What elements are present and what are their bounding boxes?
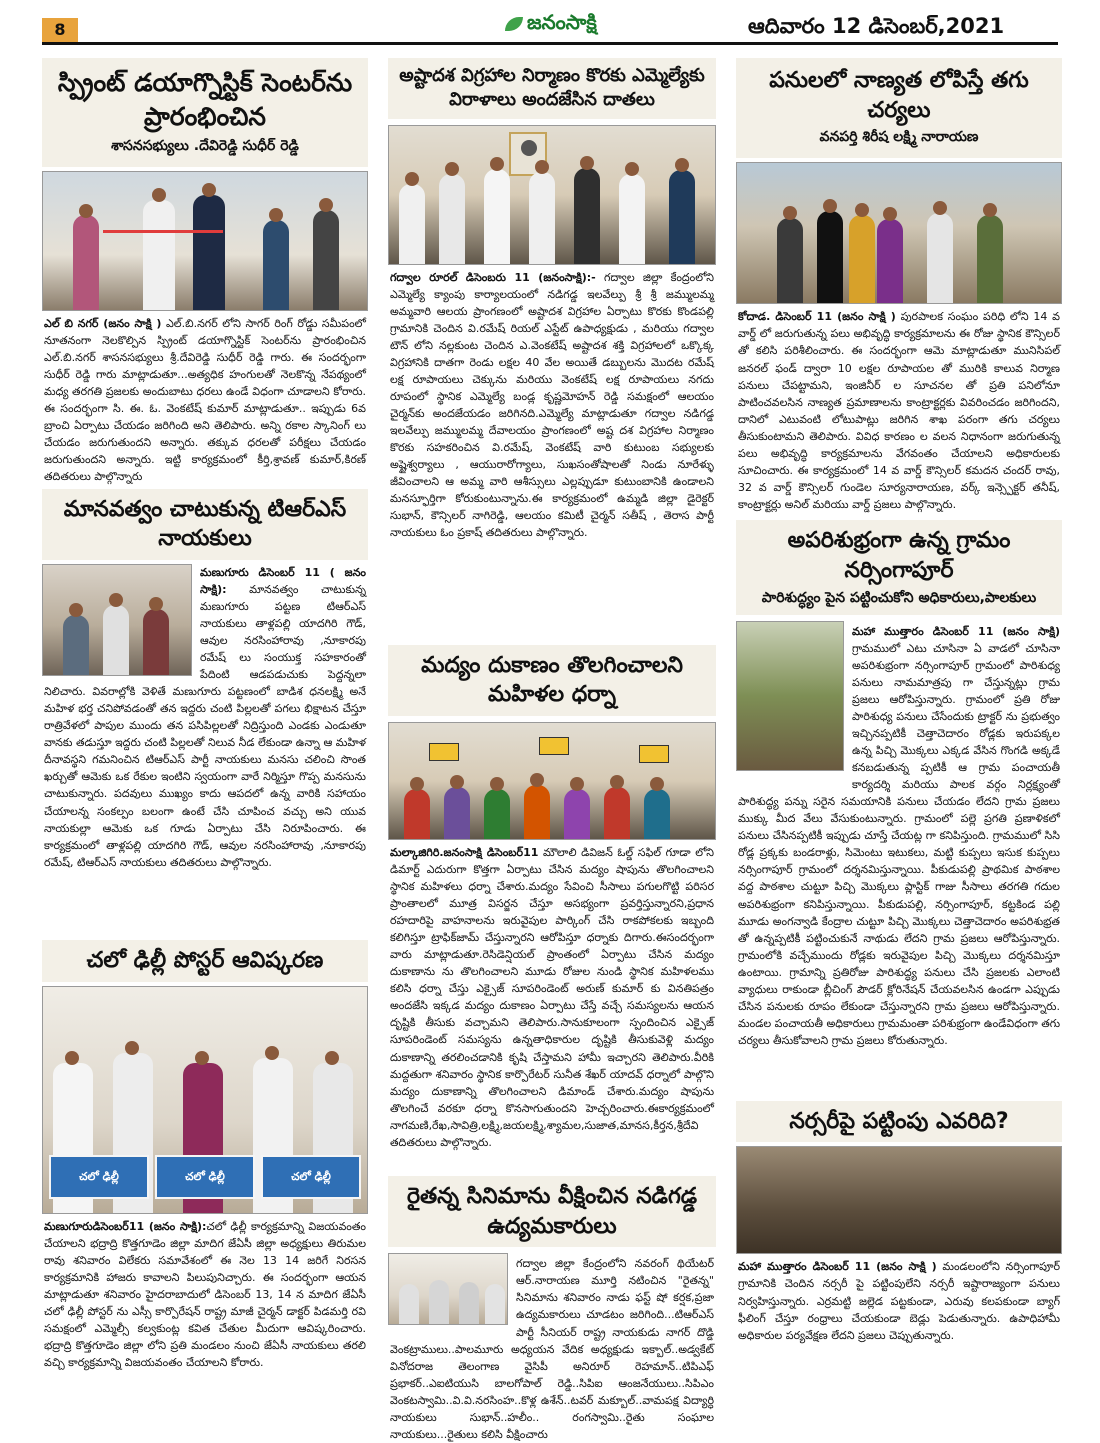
humanity-article <box>42 560 368 936</box>
chalo-delhi-headline: చలో ఢిల్లీ పోస్టర్ ఆవిష్కరణ <box>86 947 324 973</box>
narsingapur-article <box>736 619 1062 1097</box>
chalo-delhi-dateline: మణుగూరుడిసెంబర్11 (జనం సాక్షి): <box>44 1219 207 1233</box>
idols-dateline: గద్వాల రూరల్ డిసెంబరు 11 (జనంసాక్షి):- <box>390 270 596 284</box>
diagnostic-header <box>42 58 368 167</box>
diagnostic-photo <box>42 171 368 311</box>
chalo-delhi-photo <box>42 986 368 1214</box>
humanity-body: మానవత్వం చాటుకున్న మణుగూరు పట్టణ టిఆర్ఎస్ నాయకులు తాళ్లపల్లి యాదగిరి గౌడ్, ఆవుల నరసింహారావు ,నూకారపు రమేష్ లు సంయుక్త సహకారంతో పేదింటి ఆడపడుచుకు పెద్దన్నలా నిలిచారు. వివరాల్లోకి వెళితే మణుగూరు పట్టణంలో బాడిశ ధనలక్ష్మి అనే మహిళ భర్త చనిపోవడంతో తన ఇద్దరు చంటి పిల్లలతో పగలు భిక్షాటన చేస్తూ రాత్రివేళలో పాపుల ముందు తన పసిపిల్లలతో నిద్రిస్తుంది ఎండకు ఎండుతూ వానకు తడుస్తూ ఇద్దరు చంటి పిల్లలతో నిలువ నీడ లేకుండా ఉన్నా ఆ మహిళ దీనావస్థని గమనించిన టిఆర్ఎస్ పార్టీ నాయకులు మనసు చలించి సొంత ఖర్చుతో ఆమెకు ఒక రేకుల ఇంటిని స్వయంగా వారే నిర్మిస్తూ గొప్ప మనసును చాటుకున్నారు. పదవులు ముఖ్యం కాదు ఆపదలో ఉన్న వారికి సహాయం చేయాలన్న సంకల్పం బలంగా ఉంటే చేసి చూపించ వచ్చు అని యువ నాయకుల్లా ఆమెకు ఒక గూడు ఏర్పాటు చేసి నిరూపించారు. ఈ కార్యక్రమంలో తాళ్లపల్లి యాదగిరి గౌడ్, ఆవుల నరసింహారావు ,నూకారపు రమేష్, టిఆర్ఎస్ నాయకులు తదితరులు పాల్గొన్నారు. <box>44 582 366 869</box>
diagnostic-dateline: ఎల్ బి నగర్ (జనం సాక్షి ) <box>44 316 162 330</box>
issue-date: ఆదివారం 12 డిసెంబర్,2021 <box>748 14 1005 38</box>
narsingapur-header <box>736 520 1062 614</box>
liquor-dateline: మల్కాజిగిరి.జనంసాక్షి డిసెంబర్11 <box>390 845 539 859</box>
idols-photo <box>388 125 716 265</box>
chalo-delhi-article <box>42 1214 368 1390</box>
page-number: 8 <box>42 18 78 42</box>
quality-headline: పనులలో నాణ్యత లోపిస్తే తగు చర్యలు <box>769 68 1029 123</box>
column-middle <box>388 58 716 1441</box>
raithanna-headline: రైతన్న సినిమాను వీక్షించిన నడిగడ్డ ఉద్యమకారులు <box>406 1183 698 1239</box>
quality-header <box>736 58 1062 158</box>
quality-photo <box>736 162 1062 304</box>
brand-logo <box>505 10 597 39</box>
liquor-article <box>388 840 716 1170</box>
poster-banner: చలో ఢిల్లీ <box>49 1155 149 1199</box>
raithanna-article <box>388 1251 716 1441</box>
idols-header <box>388 58 716 119</box>
humanity-dateline: మణుగూరు డిసెంబర్ 11 ( జనం సాక్షి): <box>200 565 366 596</box>
idols-article <box>388 265 716 639</box>
nursery-headline: నర్సరీపై పట్టింపు ఎవరిది? <box>789 1108 1009 1134</box>
column-right <box>736 58 1062 1388</box>
liquor-body: మౌలాలి డివిజన్ ఓల్డ్ సఫిల్ గూడా లోని డిమార్ట్ ఎదురుగా కొత్తగా ఏర్పాటు చేసిన మద్యం షాపును తొలగించాలని స్థానిక మహిళలు ధర్నా చేశారు.మద్యం సేవించి సీసాలు పగులగొట్టి పరిసర ప్రాంతాలలో మూత్ర విసర్జన చేస్తూ అసభ్యంగా ప్రవర్తిస్తున్నారని,ప్రధాన రహదారిపై వాహనాలను ఇరువైపుల పార్కింగ్ చేసి రాకపోకలకు ఇబ్బంది కలిగిస్తూ ట్రాఫిక్‌జామ్ చేస్తున్నారని ఆరోపిస్తూ ధర్నాకు దిగారు.ఈసందర్భంగా వారు మాట్లాడుతూ.రెసిడెన్షియల్ ప్రాంతంలో ఏర్పాటు చేసిన మద్యం దుకాణాను ను తొలగించాలని మూడు రోజుల నుండి స్థానిక మహిళలము కలిసి ధర్నా చేస్తు ఎక్సైజ్ సూపరిండెంట్ అరుణ్ కుమార్ కు వినతిపత్రం అందజేసి ఇక్కడ మద్యం దుకాణం ఏర్పాటు చేస్తే వచ్చే సమస్యలను ఆయన దృష్టికి తీసుకు వచ్చామని తెలిపారు.సానుకూలంగా స్పందించిన ఎక్సైజ్ సూపరిండెంట్ సమస్యను ఉన్నతాధికారుల దృష్టికి తీసుకువెళ్లి మద్యం దుకాణాన్ని తరలించడానికి కృషి చేస్తామని హామీ ఇచ్చారని తెలిపారు.వీరికి మద్దతుగా శనివారం స్థానిక కార్పొరేటర్ సునీత శేఖర్ యాదవ్ ధర్నాలో పాల్గొని మద్యం దుకాణాన్ని తొలగించాలని డిమాండ్ చేశారు.మద్యం షాపును తొలగించే వరకూ ధర్నా కొనసాగుతుందని హెచ్చరించారు.ఈకార్యక్రమంలో నాగమణి,రేఖ,సావిత్రి,లక్ష్మి,జయలక్ష్మి,శ్యామల,సుజాత,మానస,కీర్తన,శ్రీదేవి తదితరులు పాల్గొన్నారు. <box>390 845 714 1149</box>
nursery-dateline: మహా ముత్తారం డిసెంబర్ 11 (జనం సాక్షి ) <box>738 1260 937 1274</box>
liquor-photo <box>388 722 716 840</box>
narsingapur-body: గ్రామములో ఎటు చూసినా ఏ వాడలో చూసినా అపరిశుభ్రంగా నర్సింగాపూర్ గ్రామంలో పారిశుధ్య పనులు నామమాత్రపు గా చేస్తున్నట్లు గ్రామ ప్రజలు ఆరోపిస్తున్నారు. గ్రామంలో ప్రతి రోజు పారిశుధ్య పనులు చేసేందుకు ట్రాక్టర్ ను ప్రభుత్వం ఇచ్చినప్పటికీ చెత్తాచెదారం రోడ్లకు ఇరుపక్కల ఉన్న పిచ్చి మొక్కలు ఎక్కడ వేసిన గొంగడి అక్కడే కనబడుతున్న ప్పటికీ ఆ గ్రామ పంచాయతీ కార్యదర్శి మరియు పాలక వర్గం నిర్లక్ష్యంతో పారిశుద్ధ్య పన్ను సరైన సమయానికి పనులు చేయడం లేదని గ్రామ ప్రజలు ముక్కు మీద వేలు వేసుకుంటున్నారు. గ్రామంలో పల్లె ప్రగతి ప్రణాళికలో పనులు చేసినప్పటికీ ఇప్పుడు చూస్తే చేయట్ల గా కనిపిస్తుంది. గ్రామములో సిసి రోడ్ల ప్రక్కకు బండరాళ్లు, సిమెంటు ఇటుకలు, మట్టి కుప్పలు ఇసుక కుప్పలు నర్సింగాపూర్ గ్రామంలో దర్శనమిస్తున్నాయి. పీకుడుపల్లి ప్రాథమిక పాఠశాల వద్ద పాఠశాల చుట్టూ పిచ్చి మొక్కలు ప్లాస్టిక్ గాజు సీసాలు తరగతి గదుల అపరిశుభ్రంగా కనిపిస్తున్నాయి. పీకుడుపల్లి, నర్సింగాపూర్, కట్టకిండ పల్లి మూడు అంగన్వాడి కేంద్రాల చుట్టూ పిచ్చి మొక్కలు చెత్తాచెదారం అపరిశుభ్రత తో ఉన్నప్పటికీ పట్టించుకునే నాథుడు లేదని గ్రామ ప్రజలు ఆరోపిస్తున్నారు. గ్రామంలోకి వచ్చేముందు రోడ్లకు ఇరువైపుల పిచ్చి మొక్కలు దర్శనమిస్తూ ఉంటాయి. గ్రామాన్ని ప్రతిరోజు పారిశుద్ధ్య పనులు చేసి ప్రజలకు ఎలాంటి వ్యాధులు రాకుండా బ్లీచింగ్ పౌడర్ క్లోరినేషన్ చేయవలసిన ఉండగా ఎప్పుడు చేసిన పనులకు రూపం లేకుండా చేస్తున్నారని గ్రామ ప్రజలు ఆరోపిస్తున్నారు. మండల పంచాయతీ అధికారులు గ్రామమంతా పరిశుభ్రంగా ఉండేవిధంగా తగు చర్యలు తీసుకోవాలని గ్రామ ప్రజలు కోరుతున్నారు. <box>738 641 1060 1047</box>
raithanna-header <box>388 1176 716 1247</box>
poster-banner: చలో ఢిల్లీ <box>155 1155 255 1199</box>
nursery-article <box>736 1254 1062 1354</box>
diagnostic-article <box>42 311 368 483</box>
masthead <box>0 0 1100 46</box>
nursery-photo <box>736 1146 1062 1254</box>
narsingapur-dateline: మహా ముత్తారం డిసెంబర్ 11 (జనం సాక్షి) <box>852 624 1060 638</box>
narsingapur-headline: అపరిశుభ్రంగా ఉన్న గ్రామం నర్సింగాపూర్ <box>787 528 1011 584</box>
humanity-headline: మానవత్వం చాటుకున్న టిఆర్ఎస్ నాయకులు <box>63 496 347 552</box>
raithanna-body: గద్వాల జిల్లా కేంద్రంలోని నవరంగ్ థియేటర్ ఆర్.నారాయణ మూర్తి నటించిన "రైతన్న" సినిమాను శనివారం నాడు ఫస్ట్ షో కర్షక,ప్రజా ఉద్యమకారులు చూడటం జరిగింది...టిఆర్ఎస్ పార్టీ సీనియర్ రాష్ట్ర నాయకుడు నాగర్ దొడ్డి వెంకట్రాములు..పాలమూరు అధ్యయన వేదిక అధ్యక్షుడు ఇక్బాల్..అడ్వకేట్ వినోదరాజ తెలంగాణ వైసిపీ అనిరూర్ రెహమాన్..టిపిఎఫ్ ప్రభాకర్..ఎఐటియుసి బాలగోపాల్ రెడ్డి..సిపిఐ ఆంజనేయులు..సిపిఎం వెంకటస్వామి..వి.వి.నరసింహ..కొళ్ల ఉశేన్..టవర్ మక్బూల్..వామపక్ష విద్యార్ధి నాయకులు సుభాన్..హలీం.. రంగస్వామి..రైతు సంఘాల నాయకులు...రైతులు కలిసి వీక్షించారు <box>390 1257 714 1441</box>
masthead-rule <box>42 42 1058 45</box>
diagnostic-body: ఎల్.బి.నగర్ లోని సాగర్ రింగ్ రోడ్డు సమీపంలో నూతనంగా నెలకొల్పిన స్ప్రింట్ డయాగ్నొస్టిక్ సెంటర్‌ను ప్రారంభించిన ఎల్.బి.నగర్ శాసనసభ్యులు శ్రీ.దేవిరెడ్డి సుధీర్ రెడ్డి గారు. ఈ సందర్భంగా సుధీర్ రెడ్డి గారు మాట్లాడుతూ...అత్యధిక హంగులతో నెలకొన్న నేపథ్యంలో మధ్య తరగతి ప్రజలకు అందుబాటు ధరలు ఉండే విధంగా చూడాలని కోరారు. ఈ సందర్భంగా సి. ఈ. ఓ. వెంకటేష్ కుమార్ మాట్లాడుతూ.. ఇప్పుడు 6వ బ్రాంచి ఏర్పాటు చేయడం జరిగింది అని తెలిపారు. అన్ని రకాల స్కానింగ్ లు చేయడం జరుగుతుందని అన్నారు. తక్కువ ధరలతో పరీక్షలు చేయడం జరుగుతుందని అన్నారు. ఇట్టి కార్యక్రమంలో కీర్తి,శ్రావణ్ కుమార్,కిరణ్ తదితరులు పాల్గొన్నారు <box>44 316 366 483</box>
liquor-header <box>388 645 716 716</box>
chalo-delhi-body: చలో ఢిల్లీ కార్యక్రమాన్ని విజయవంతం చేయాలని భద్రాద్రి కొత్తగూడెం జిల్లా మాదిగ జేఏసీ జిల్లా అధ్యక్షులు తిరుమల రావు శనివారం విలేకరు సమావేశంలో ఈ నెల 13 14 జరిగే నిరసన కార్యక్రమానికి హాజరు కావాలని పిలుపునిచ్చారు. ఈ సందర్భంగా ఆయన మాట్లాడుతూ శనివారం హైదరాబాదులో డిసెంబర్ 13, 14 న మాదిగ జేఏసీ చలో ఢిల్లీ పోస్టర్ ను ఎస్సీ కార్పొరేషన్ రాష్ట్ర మాజీ చైర్మన్ డాక్టర్ పిడమర్తి రవి సమక్షంలో ఎమ్మెల్సీ కల్వకుంట్ల కవిత చేతుల మీదుగా ఆవిష్కరించారు. భద్రాద్రి కొత్తగూడెం జిల్లా లోని ప్రతి మండలం నుంచి జేఏసీ నాయకులు తరలి వచ్చి కార్యక్రమాన్ని విజయవంతం చేయాలని కోరారు. <box>44 1219 366 1369</box>
diagnostic-headline: స్ప్రింట్ డయాగ్నొస్టిక్ సెంటర్‌ను ప్రారంభించిన <box>57 68 353 131</box>
nursery-body: మండలంలోని నర్సింగాపూర్ గ్రామానికి చెందిన నర్సరీ పై పట్టింపులేని నర్సరీ ఇష్టారాజ్యంగా పనులు నిర్వహిస్తున్నారు. ఎర్రమట్టి జల్లెడ పట్టకుండా, ఎరువు కలపకుండా బ్యాగ్ ఫీలింగ్ చేస్తూ రంధ్రాలు చేయకుండా బెడ్లు పెడుతున్నారు. ఉపాధిహామీ అధికారుల పర్యవేక్షణ లేదని ప్రజలు చెప్పుతున్నారు. <box>738 1260 1061 1342</box>
column-left <box>42 58 368 1388</box>
brand-name: జనంసాక్షి <box>527 10 597 34</box>
diagnostic-subhead: శాసనసభ్యులు .దేవిరెడ్డి సుధీర్ రెడ్డి <box>111 137 299 154</box>
quality-subhead: వనపర్తి శిరీష లక్ష్మి నారాయణ <box>819 129 979 146</box>
sprout-icon <box>505 17 523 31</box>
quality-body: పురపాలక సంఘం పరిధి లోని 14 వ వార్డ్ లో జరుగుతున్న పలు అభివృద్ధి కార్యక్రమాలను ఈ రోజు స్థానిక కౌన్సిలర్ తో కలిసి పరిశీలించారు. ఈ సందర్భంగా ఆమె మాట్లాడుతూ మునిసిపల్ జనరల్ ఫండ్ ద్వారా 10 లక్షల రూపాయల తో మురికి కాలువ నిర్మాణ పనులు చేపట్టామని, ఇంజినీర్ ల సూచనల తో ప్రతి పనిలోనూ పాటించవలసిన నాణ్యత ప్రమాణాలను కాంట్రాక్టర్లకు వివరించడం జరిగిందని, దానిలో ఎటువంటి లోటుపాట్లు జరిగిన శాఖ పరంగా తగు చర్యలు తీసుకుంటామని తెలిపారు. వివిధ కారణం ల వలన నిధానంగా జరుగుతున్న పలు అభివృద్ధి కార్యక్రమాలను వేగవంతం చేయాలని అధికారులకు సూచించారు. ఈ కార్యక్రమంలో 14 వ వార్డ్ కౌన్సిలర్ కమదన చందర్ రావు, 32 వ వార్డ్ కౌన్సిలర్ గుండెల సూర్యనారాయణ, వర్క్ ఇన్స్పెక్టర్ తనీష్, కాంట్రాక్టర్లు అనిల్ మరియు వార్డ్ ప్రజలు పాల్గొన్నారు. <box>738 310 1061 511</box>
chalo-delhi-header <box>42 940 368 982</box>
narsingapur-subhead: పారిశుద్ధ్యం పైన పట్టించుకోని అధికారులు,పాలకులు <box>761 589 1037 606</box>
liquor-headline: మద్యం దుకాణం తొలగించాలని మహిళల ధర్నా <box>421 652 683 708</box>
idols-headline: అష్టాదశ విగ్రహాల నిర్మాణం కొరకు ఎమ్మెల్యేకు విరాళాలు అందజేసిన దాతలు <box>399 65 705 111</box>
humanity-header <box>42 489 368 560</box>
nursery-header <box>736 1101 1062 1143</box>
idols-body: గద్వాల జిల్లా కేంద్రంలోని ఎమ్మెల్యే క్యాంపు కార్యాలయంలో నడిగడ్డ ఇలవేల్పు శ్రీ శ్రీ జమ్ములమ్మ అమ్మవారి ఆలయ ప్రాంగణంలో అష్టాదశ విగ్రహాల ఏర్పాటు కొరకు కొండపల్లి గ్రామానికి చెందిన వి.రమేష్ రియల్ ఎస్టేట్ ఉపాధ్యక్షుడు , మరియు గద్వాల టౌన్ లోని నల్లకుంట చెందిన ఎ.వెంకటేష్ అష్టాదశ శక్తి విగ్రహాలలో ఒక్కొక్క విగ్రహానికి దాతగా రెండు లక్షల 40 వేల అయితే డబ్బులను మొదట రమేష్ లక్ష రూపాయలు చెక్కును మరియు వెంకటేష్ లక్ష రూపాయలు నగదు రూపంలో స్థానిక ఎమ్మెల్యే బండ్ల కృష్ణమోహన్ రెడ్డి సమక్షంలో ఆలయం చైర్మన్‌కు అందజేయడం జరిగినది.ఎమ్మెల్యే మాట్లాడుతూ గద్వాల నడిగడ్డ ఇలవేల్పు జమ్ములమ్మ దేవాలయం ప్రాంగణంలో అష్ట దశ విగ్రహాల నిర్మాణం కొరకు సహకరించిన వి.రమేష్, వెంకటేష్ వారి కుటుంబ సభ్యులకు అష్టైశ్వర్యాలు , ఆయురారోగ్యాలు, సుఖసంతోషాలతో నిండు నూరేళ్ళు జీవించాలని ఆ అమ్మ వారి ఆశీస్సులు ఎల్లప్పుడూ కుటుంబానికి ఉండాలని మనస్ఫూర్తిగా కోరుకుంటున్నాను.ఈ కార్యక్రమంలో ఉమ్మడి జిల్లా డైరెక్టర్ సుభాన్, కౌన్సిలర్ నాగిరెడ్డి, ఆలయం కమిటీ చైర్మన్ సతీష్ , తెరాస పార్టీ నాయకులు ఓం ప్రకాష్ తదితరులు పాల్గొన్నారు. <box>390 270 715 540</box>
poster-banner: చలో ఢిల్లీ <box>261 1155 361 1199</box>
quality-dateline: కోదాడ. డిసెంబర్ 11 (జనం సాక్షి ) <box>738 310 896 324</box>
quality-article <box>736 304 1062 516</box>
